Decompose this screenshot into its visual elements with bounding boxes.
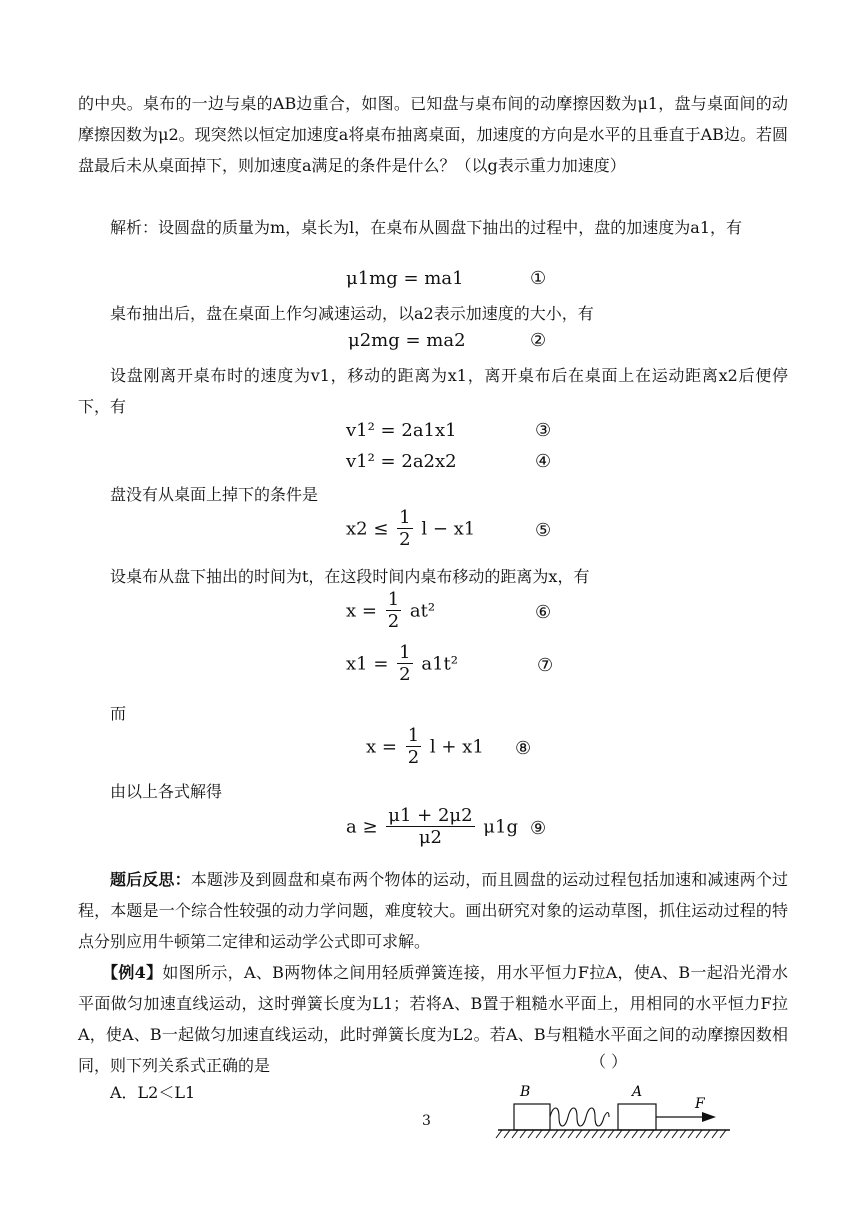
- solution-intro: [78, 212, 788, 243]
- label-f: F: [695, 1096, 705, 1112]
- eq5-left: x2 ≤: [346, 518, 389, 540]
- answer-bracket: （ ）: [590, 1052, 628, 1071]
- fraction-half: [397, 643, 412, 686]
- reflection-label: 题后反思：: [110, 870, 191, 889]
- half-denominator: 2: [407, 747, 420, 768]
- eq6-right: at²: [409, 600, 436, 622]
- eq9-left: a ≥: [346, 816, 378, 838]
- example-4-paragraph: [78, 957, 788, 1081]
- marker-5: ⑤: [535, 520, 552, 541]
- half-numerator: 1: [387, 589, 400, 610]
- eq5-right: l − x1: [421, 518, 476, 540]
- marker-9: ⑨: [530, 818, 547, 839]
- half-denominator: 2: [387, 611, 400, 632]
- example-4-label: 【例4】: [102, 963, 163, 982]
- option-a: A．L2＜L1: [110, 1083, 196, 1102]
- paragraph-time: 设桌布从盘下抽出的时间为t，在这段时间内桌布移动的距离为x，有: [110, 567, 590, 586]
- ground-hatching: [496, 1130, 726, 1138]
- fraction-half: [386, 590, 401, 633]
- equation-2: μ2mg = ma2: [348, 330, 466, 351]
- marker-2: ②: [530, 330, 547, 351]
- equation-8: [366, 726, 484, 769]
- equation-6: [346, 590, 435, 633]
- equation-1: μ1mg = ma1: [346, 268, 464, 289]
- marker-1: ①: [530, 268, 547, 289]
- label-b: B: [520, 1084, 531, 1100]
- half-numerator: 1: [399, 507, 411, 528]
- paragraph-decelerate: 桌布抽出后，盘在桌面上作匀减速运动，以a2表示加速度的大小，有: [110, 304, 594, 323]
- equation-9: [346, 806, 518, 849]
- solution-intro-text: 解析：设圆盘的质量为m，桌长为l，在桌布从圆盘下抽出的过程中，盘的加速度为a1，有: [110, 218, 743, 237]
- spring: [550, 1108, 609, 1126]
- reflection-text: 本题涉及到圆盘和桌布两个物体的运动，而且圆盘的运动过程包括加速和减速两个过程，本题是一个综合性较强的动力学问题，难度较大。画出研究对象的运动草图，抓住运动过程的特点分别应用牛顿第二定律和运动学公式即可求解。: [78, 870, 788, 951]
- label-a: A: [632, 1084, 643, 1100]
- eq9-numerator: μ1 + 2μ2: [388, 805, 473, 826]
- half-denominator: 2: [399, 529, 411, 550]
- fraction-mu: [386, 806, 474, 849]
- example-4-text: 如图所示，A、B两物体之间用轻质弹簧连接，用水平恒力F拉A，使A、B一起沿光滑水平面做匀加速直线运动，这时弹簧长度为L1；若将A、B置于粗糙水平面上，用相同的水平恒力F拉A，使A、B一起做匀加速直线运动，此时弹簧长度为L2。若A、B与粗糙水平面之间的动摩擦因数相同，则下列关系式正确的是: [78, 963, 788, 1075]
- paragraph-velocity-text: 设盘刚离开桌布时的速度为v1，移动的距离为x1，离开桌布后在桌面上在运动距离x2后便停下，有: [78, 366, 788, 416]
- eq7-right: a1t²: [421, 653, 458, 675]
- eq9-denominator: μ2: [418, 827, 442, 848]
- half-denominator: 2: [399, 664, 411, 685]
- half-numerator: 1: [407, 725, 420, 746]
- paragraph-result: 由以上各式解得: [110, 782, 223, 801]
- force-arrow-head: [702, 1112, 716, 1122]
- marker-6: ⑥: [535, 602, 552, 623]
- marker-7: ⑦: [537, 655, 554, 676]
- paragraph-condition: 盘没有从桌面上掉下的条件是: [110, 485, 319, 504]
- equation-3: v1² = 2a1x1: [346, 420, 457, 441]
- equation-7: [346, 643, 458, 686]
- fraction-half: [406, 726, 421, 769]
- equation-4: v1² = 2a2x2: [346, 451, 457, 472]
- paragraph-velocity: [78, 360, 788, 422]
- eq9-right: μ1g: [483, 816, 518, 838]
- half-numerator: 1: [399, 642, 411, 663]
- fraction-half: [397, 508, 412, 551]
- page-number: 3: [422, 1113, 431, 1129]
- equation-5: [346, 508, 475, 551]
- spring-blocks-figure: [490, 1076, 740, 1142]
- marker-4: ④: [535, 451, 552, 472]
- eq7-left: x1 =: [346, 653, 389, 675]
- block-b: [514, 1104, 550, 1130]
- marker-8: ⑧: [515, 738, 532, 759]
- marker-3: ③: [535, 420, 552, 441]
- eq6-left: x =: [346, 600, 377, 622]
- block-a: [618, 1104, 656, 1130]
- eq8-left: x =: [366, 736, 397, 758]
- problem-text: 的中央。桌布的一边与桌的AB边重合，如图。已知盘与桌布间的动摩擦因数为μ1，盘与桌面间的动摩擦因数为μ2。现突然以恒定加速度a将桌布抽离桌面，加速度的方向是水平的且垂直于AB边。若圆盘最后未从桌面掉下，则加速度a满足的条件是什么？（以g表示重力加速度）: [78, 94, 788, 175]
- reflection-paragraph: [78, 864, 788, 957]
- eq8-right: l + x1: [429, 736, 484, 758]
- problem-text-continued: [78, 88, 788, 181]
- paragraph-and: 而: [110, 704, 127, 723]
